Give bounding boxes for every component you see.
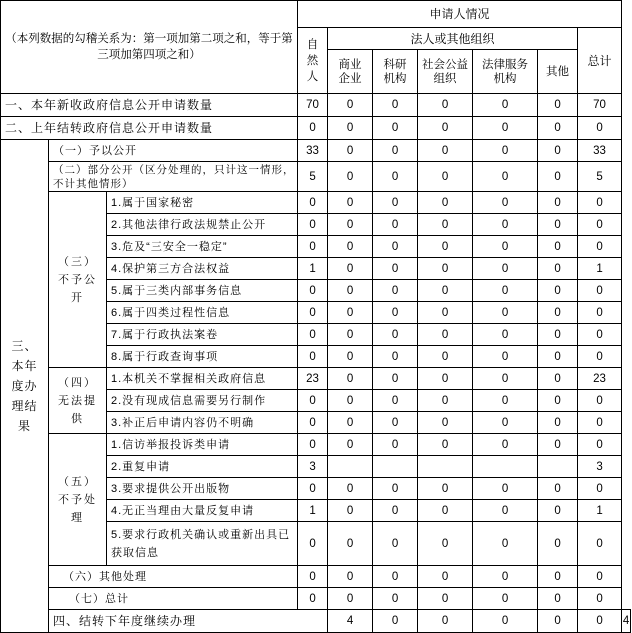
value-cell: 1 xyxy=(578,500,622,522)
value-cell: 0 xyxy=(328,140,373,162)
value-cell: 0 xyxy=(373,588,418,610)
commercial-header: 商业企业 xyxy=(328,50,373,94)
value-cell: 0 xyxy=(473,346,538,368)
value-cell: 0 xyxy=(298,434,328,456)
value-cell: 23 xyxy=(578,368,622,390)
row-not-disclosed-item: 5.属于三类内部事务信息 xyxy=(107,280,298,302)
value-cell: 0 xyxy=(328,302,373,324)
value-cell: 0 xyxy=(328,192,373,214)
value-cell: 0 xyxy=(538,192,578,214)
value-cell: 0 xyxy=(373,566,418,588)
value-cell: 0 xyxy=(538,324,578,346)
row-unable-item: 3.补正后申请内容仍不明确 xyxy=(107,412,298,434)
value-cell: 0 xyxy=(373,346,418,368)
value-cell: 0 xyxy=(418,500,473,522)
value-cell: 0 xyxy=(298,522,328,566)
value-cell: 0 xyxy=(328,478,373,500)
value-cell xyxy=(373,456,418,478)
value-cell: 0 xyxy=(578,280,622,302)
value-cell: 0 xyxy=(418,610,473,633)
row-unable-item: 2.没有现成信息需要另行制作 xyxy=(107,390,298,412)
value-cell: 0 xyxy=(373,478,418,500)
value-cell: 0 xyxy=(298,478,328,500)
value-cell: 0 xyxy=(328,588,373,610)
value-cell: 0 xyxy=(328,324,373,346)
value-cell: 0 xyxy=(373,610,418,633)
value-cell: 0 xyxy=(418,522,473,566)
value-cell: 0 xyxy=(578,117,622,140)
value-cell: 0 xyxy=(298,117,328,140)
value-cell: 0 xyxy=(328,258,373,280)
value-cell: 0 xyxy=(418,302,473,324)
value-cell: 0 xyxy=(578,610,622,633)
value-cell: 0 xyxy=(298,324,328,346)
value-cell: 0 xyxy=(538,236,578,258)
value-cell: 0 xyxy=(328,94,373,117)
value-cell: 0 xyxy=(328,500,373,522)
total-header: 总计 xyxy=(578,28,622,94)
value-cell: 0 xyxy=(298,588,328,610)
value-cell: 0 xyxy=(538,478,578,500)
value-cell: 0 xyxy=(473,302,538,324)
value-cell: 0 xyxy=(578,192,622,214)
row-not-processed-item: 4.无正当理由大量反复申请 xyxy=(107,500,298,522)
row-carryover-applications: 二、上年结转政府信息公开申请数量 xyxy=(1,117,298,140)
value-cell: 0 xyxy=(373,412,418,434)
value-cell: 0 xyxy=(418,434,473,456)
row-disclosed: （一）予以公开 xyxy=(49,140,298,162)
value-cell: 0 xyxy=(538,566,578,588)
applicant-info-header: 申请人情况 xyxy=(298,1,622,28)
value-cell: 0 xyxy=(538,434,578,456)
value-cell: 5 xyxy=(578,162,622,192)
value-cell: 0 xyxy=(298,566,328,588)
legal-service-header: 法律服务机构 xyxy=(473,50,538,94)
value-cell: 0 xyxy=(298,280,328,302)
value-cell: 0 xyxy=(578,302,622,324)
value-cell: 0 xyxy=(373,434,418,456)
value-cell: 0 xyxy=(298,302,328,324)
value-cell: 0 xyxy=(578,478,622,500)
value-cell: 0 xyxy=(538,214,578,236)
row-not-disclosed-item: 6.属于四类过程性信息 xyxy=(107,302,298,324)
row-not-disclosed-item: 8.属于行政查询事项 xyxy=(107,346,298,368)
value-cell: 0 xyxy=(473,412,538,434)
row-not-disclosed-item: 1.属于国家秘密 xyxy=(107,192,298,214)
value-cell: 0 xyxy=(473,258,538,280)
natural-person-header: 自然人 xyxy=(298,28,328,94)
value-cell: 0 xyxy=(328,280,373,302)
value-cell: 0 xyxy=(328,117,373,140)
value-cell: 0 xyxy=(538,162,578,192)
row-unable-item: 1.本机关不掌握相关政府信息 xyxy=(107,368,298,390)
value-cell: 0 xyxy=(538,500,578,522)
value-cell: 33 xyxy=(578,140,622,162)
value-cell: 0 xyxy=(578,522,622,566)
value-cell: 4 xyxy=(328,610,373,633)
value-cell: 0 xyxy=(473,236,538,258)
section-3-label: 三、本年度办理结果 xyxy=(1,140,49,633)
value-cell: 0 xyxy=(538,368,578,390)
value-cell: 0 xyxy=(473,280,538,302)
value-cell: 0 xyxy=(538,610,578,633)
value-cell: 0 xyxy=(473,94,538,117)
value-cell: 0 xyxy=(538,94,578,117)
value-cell: 0 xyxy=(328,214,373,236)
value-cell: 0 xyxy=(578,390,622,412)
value-cell: 0 xyxy=(373,117,418,140)
value-cell: 0 xyxy=(298,390,328,412)
value-cell: 0 xyxy=(418,162,473,192)
value-cell: 0 xyxy=(538,522,578,566)
value-cell: 0 xyxy=(298,236,328,258)
value-cell: 4 xyxy=(622,610,631,633)
value-cell xyxy=(473,456,538,478)
value-cell: 0 xyxy=(328,162,373,192)
legal-entities-header: 法人或其他组织 xyxy=(328,28,578,50)
value-cell: 0 xyxy=(538,390,578,412)
group-unable-to-provide: （四）无法提供 xyxy=(49,368,107,434)
value-cell: 0 xyxy=(328,368,373,390)
value-cell: 0 xyxy=(538,302,578,324)
value-cell: 0 xyxy=(578,434,622,456)
row-not-processed-item: 3.要求提供公开出版物 xyxy=(107,478,298,500)
value-cell xyxy=(418,456,473,478)
value-cell: 0 xyxy=(373,258,418,280)
value-cell: 0 xyxy=(373,368,418,390)
value-cell: 0 xyxy=(473,610,538,633)
value-cell: 0 xyxy=(418,192,473,214)
value-cell: 0 xyxy=(538,412,578,434)
value-cell: 0 xyxy=(328,522,373,566)
value-cell: 0 xyxy=(473,192,538,214)
value-cell: 1 xyxy=(298,258,328,280)
group-not-processed: （五）不予处理 xyxy=(49,434,107,566)
value-cell: 0 xyxy=(538,140,578,162)
value-cell: 0 xyxy=(373,94,418,117)
value-cell: 33 xyxy=(298,140,328,162)
value-cell: 0 xyxy=(473,588,538,610)
value-cell: 0 xyxy=(473,434,538,456)
row-new-applications: 一、本年新收政府信息公开申请数量 xyxy=(1,94,298,117)
row-not-disclosed-item: 7.属于行政执法案卷 xyxy=(107,324,298,346)
value-cell: 0 xyxy=(473,140,538,162)
value-cell: 0 xyxy=(373,302,418,324)
row-section-total: （七）总计 xyxy=(49,588,298,610)
value-cell: 1 xyxy=(578,258,622,280)
value-cell: 0 xyxy=(473,522,538,566)
value-cell: 0 xyxy=(578,346,622,368)
value-cell: 0 xyxy=(328,434,373,456)
value-cell: 0 xyxy=(328,390,373,412)
value-cell: 0 xyxy=(298,346,328,368)
group-not-disclosed: （三）不予公开 xyxy=(49,192,107,368)
value-cell: 5 xyxy=(298,162,328,192)
value-cell: 0 xyxy=(473,390,538,412)
row-partially-disclosed: （二）部分公开（区分处理的，只计这一情形，不计其他情形） xyxy=(49,162,298,192)
value-cell: 3 xyxy=(578,456,622,478)
value-cell: 0 xyxy=(373,236,418,258)
table-note: （本列数据的勾稽关系为：第一项加第二项之和，等于第三项加第四项之和） xyxy=(1,1,298,94)
value-cell: 3 xyxy=(298,456,328,478)
row-not-processed-item: 1.信访举报投诉类申请 xyxy=(107,434,298,456)
value-cell: 0 xyxy=(578,588,622,610)
value-cell: 70 xyxy=(578,94,622,117)
other-header: 其他 xyxy=(538,50,578,94)
value-cell: 0 xyxy=(578,214,622,236)
value-cell: 0 xyxy=(418,280,473,302)
value-cell: 0 xyxy=(473,162,538,192)
value-cell: 0 xyxy=(373,500,418,522)
value-cell: 1 xyxy=(298,500,328,522)
row-not-processed-item: 5.要求行政机关确认或重新出具已获取信息 xyxy=(107,522,298,566)
value-cell: 0 xyxy=(418,324,473,346)
value-cell: 0 xyxy=(373,280,418,302)
value-cell: 0 xyxy=(578,566,622,588)
value-cell: 0 xyxy=(473,214,538,236)
value-cell: 0 xyxy=(578,324,622,346)
value-cell: 0 xyxy=(328,412,373,434)
value-cell: 0 xyxy=(373,140,418,162)
value-cell: 0 xyxy=(578,236,622,258)
value-cell: 0 xyxy=(373,324,418,346)
value-cell: 0 xyxy=(418,94,473,117)
value-cell: 0 xyxy=(578,412,622,434)
row-other-processing: （六）其他处理 xyxy=(49,566,298,588)
value-cell: 0 xyxy=(473,324,538,346)
value-cell: 0 xyxy=(473,117,538,140)
value-cell: 0 xyxy=(328,236,373,258)
value-cell: 0 xyxy=(418,214,473,236)
value-cell: 0 xyxy=(373,162,418,192)
value-cell: 0 xyxy=(298,192,328,214)
value-cell: 0 xyxy=(473,566,538,588)
value-cell: 70 xyxy=(298,94,328,117)
value-cell: 0 xyxy=(373,390,418,412)
value-cell: 23 xyxy=(298,368,328,390)
value-cell: 0 xyxy=(418,368,473,390)
value-cell: 0 xyxy=(298,412,328,434)
value-cell: 0 xyxy=(538,588,578,610)
value-cell: 0 xyxy=(418,390,473,412)
value-cell: 0 xyxy=(418,478,473,500)
value-cell: 0 xyxy=(473,500,538,522)
value-cell: 0 xyxy=(538,117,578,140)
value-cell: 0 xyxy=(373,192,418,214)
value-cell: 0 xyxy=(418,258,473,280)
social-header: 社会公益组织 xyxy=(418,50,473,94)
value-cell: 0 xyxy=(418,140,473,162)
value-cell: 0 xyxy=(538,280,578,302)
research-header: 科研机构 xyxy=(373,50,418,94)
value-cell: 0 xyxy=(418,117,473,140)
value-cell: 0 xyxy=(418,346,473,368)
value-cell: 0 xyxy=(473,478,538,500)
value-cell: 0 xyxy=(418,588,473,610)
value-cell: 0 xyxy=(298,214,328,236)
row-not-disclosed-item: 2.其他法律行政法规禁止公开 xyxy=(107,214,298,236)
value-cell: 0 xyxy=(328,566,373,588)
value-cell: 0 xyxy=(418,412,473,434)
value-cell: 0 xyxy=(473,368,538,390)
value-cell: 0 xyxy=(373,214,418,236)
value-cell: 0 xyxy=(328,346,373,368)
row-carry-forward: 四、结转下年度继续办理 xyxy=(49,610,328,633)
row-not-processed-item: 2.重复申请 xyxy=(107,456,298,478)
value-cell: 0 xyxy=(538,346,578,368)
value-cell xyxy=(538,456,578,478)
value-cell: 0 xyxy=(373,522,418,566)
value-cell: 0 xyxy=(538,258,578,280)
value-cell: 0 xyxy=(418,566,473,588)
value-cell: 0 xyxy=(418,236,473,258)
row-not-disclosed-item: 4.保护第三方合法权益 xyxy=(107,258,298,280)
value-cell xyxy=(328,456,373,478)
row-not-disclosed-item: 3.危及“三安全一稳定” xyxy=(107,236,298,258)
